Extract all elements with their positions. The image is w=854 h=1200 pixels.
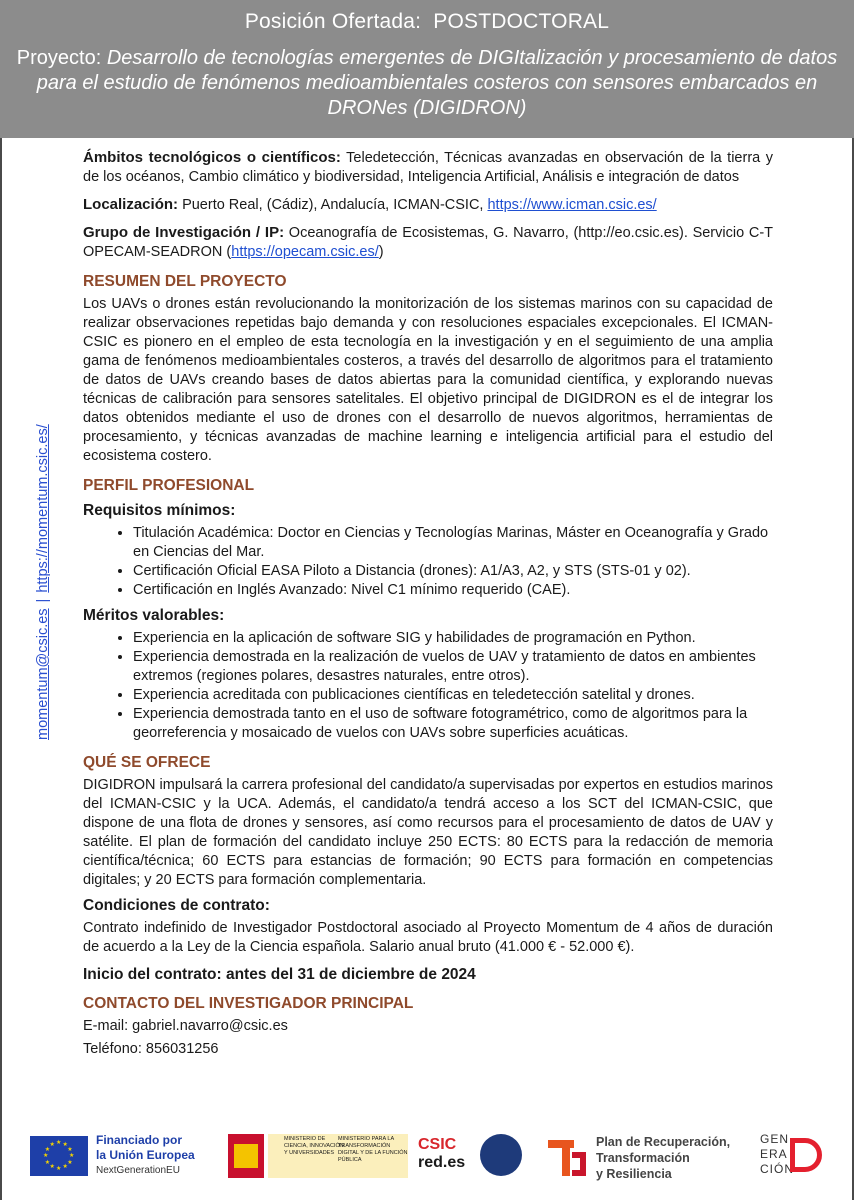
- eu-funding-logo: Financiado por la Unión Europea NextGenerationEU: [96, 1133, 195, 1176]
- ofrece-text: DIGIDRON impulsará la carrera profesional del candidato/a supervisadas por expertos en estudios marinos del ICMAN-CSIC y la UCA. Además, el candidato/a tendrá acceso a los SCT del ICMAN-CSIC, que dispone de una flota de drones y sensores, así como recursos para el procesamiento de datos de UAV y satélite. El plan de formación del candidato incluye 250 ECTS: 80 ECTS para la redacción de memoria científica/técnica; 60 ECTS para estancias de formación; 90 ECTS para formación en competencias digitales; y 20 ECTS para formación complementaria.: [83, 777, 773, 888]
- contacto-telefono: Teléfono: 856031256: [83, 1041, 219, 1057]
- resumen-text: Los UAVs o drones están revolucionando la monitorización de los sistemas marinos con su capacidad de realizar observaciones repetidas bajo demanda y con resoluciones espaciales excepcionales. El ICMAN-CSIC es pionero en el empleo de esta tecnología en la investigación y en el seguimiento de una amplia gama de fenómenos medioambientales costeros, a través del desarrollo de algoritmos para el tratamiento de datos de UAVs creando bases de datos abiertas para la comunidad científica, y explorando nuevas técnicas de calibración para sensores satelitales. El objetivo principal de DIGIDRON es el de integrar los datos obtenidos mediante el uso de drones con el desarrollo de nuevos algoritmos, herramientas de procesamiento, y técnicas avanzadas de machine learning e inteligencia artificial para el estudio del ecosistema costero.: [83, 296, 773, 464]
- meritos-heading: Méritos valorables:: [83, 607, 225, 624]
- eu-star-icon: ★: [69, 1153, 75, 1159]
- resumen-heading: RESUMEN DEL PROYECTO: [83, 273, 287, 290]
- condiciones-text: Contrato indefinido de Investigador Postdoctoral asociado al Proyecto Momentum de 4 años de duración de acuerdo a la Ley de la Ciencia española. Salario anual bruto (41.000 € - 52.000 €).: [83, 920, 773, 955]
- list-item: • Titulación Académica: Doctor en Ciencias y Tecnologías Marinas, Máster en Oceanografía y Grado en Ciencias del Mar.: [133, 524, 773, 562]
- grupo-paragraph: Grupo de Investigación / IP: Oceanografía de Ecosistemas, G. Navarro, (http://eo.csic.es). Servicio C-T OPECAM-SEADRON (https://opecam.csic.es/): [83, 224, 774, 260]
- eu-star-icon: ★: [56, 1140, 62, 1146]
- eu-star-icon: ★: [67, 1159, 73, 1166]
- ambitos-paragraph: Ámbitos tecnológicos o científicos: Teledetección, Técnicas avanzadas en observación de la tierra y de los océanos, Cambio climático y biodiversidad, Inteligencia Artificial, Análisis e integración de datos: [83, 149, 774, 185]
- localizacion-paragraph: Localización: Puerto Real, (Cádiz), Andalucía, ICMAN-CSIC, https://www.icman.csic.es/: [83, 196, 657, 213]
- prtr-logo: Plan de Recuperación, Transformación y Resiliencia: [596, 1135, 731, 1181]
- condiciones-heading: Condiciones de contrato:: [83, 897, 270, 914]
- generacion-d-icon: [790, 1138, 822, 1172]
- requisitos-heading: Requisitos mínimos:: [83, 502, 236, 519]
- inicio-contrato: Inicio del contrato: antes del 31 de diciembre de 2024: [83, 966, 476, 983]
- csic-redes-logo: CSIC red.es: [418, 1136, 466, 1171]
- spain-shield-icon: [228, 1134, 264, 1178]
- icman-link[interactable]: https://www.icman.csic.es/: [487, 197, 657, 213]
- eu-star-icon: ★: [49, 1141, 55, 1148]
- list-item: • Experiencia acreditada con publicaciones científicas en teledetección satelital y drones.: [133, 686, 773, 705]
- eu-star-icon: ★: [43, 1153, 49, 1159]
- position-title: Posición Ofertada: POSTDOCTORAL: [244, 10, 610, 33]
- generacion-logo: GEN ERA CIÓN: [760, 1132, 794, 1176]
- gobierno-logo: MINISTERIO DE CIENCIA, INNOVACIÓN Y UNIVERSIDADES MINISTERIO PARA LA TRANSFORMACIÓN DIGITAL Y DE LA FUNCIÓN PÚBLICA: [228, 1134, 408, 1178]
- eu-flag-icon: [30, 1136, 88, 1176]
- sidebar-email-link[interactable]: momentum@csic.es: [35, 608, 51, 740]
- eu-star-icon: ★: [62, 1141, 68, 1148]
- list-item: • Experiencia en la aplicación de software SIG y habilidades de programación en Python.: [133, 629, 773, 648]
- project-title: Proyecto: Desarrollo de tecnologías emergentes de DIGItalización y procesamiento de datos para el estudio de fenómenos medioambientales costeros con sensores embarcados en DRONes (DIGIDRON): [16, 47, 838, 119]
- contacto-email: E-mail: gabriel.navarro@csic.es: [83, 1018, 288, 1034]
- opecam-link[interactable]: https://opecam.csic.es/: [231, 244, 379, 260]
- sidebar-url-link[interactable]: https://momentum.csic.es/: [35, 424, 51, 593]
- list-item: • Experiencia demostrada tanto en el uso de software fotogramétrico, como de algoritmos para la georreferencia y mosaicado de vuelos con UAVs sobre superficies acuáticas.: [133, 705, 773, 743]
- eu-star-icon: ★: [67, 1146, 73, 1153]
- eu-star-icon: ★: [44, 1146, 51, 1153]
- project-name: Desarrollo de tecnologías emergentes de DIGItalización y procesamiento de datos para el estudio de fenómenos medioambientales costeros con sensores embarcados en DRONes (DIGIDRON): [36, 47, 838, 119]
- contacto-heading: CONTACTO DEL INVESTIGADOR PRINCIPAL: [83, 995, 414, 1012]
- sidebar-separator: |: [35, 598, 51, 603]
- list-item: • Experiencia demostrada en la realización de vuelos de UAV y tratamiento de datos en ambientes extremos (regiones polares, desastres naturales, entre otros).: [133, 648, 773, 686]
- csic-seal-icon: [480, 1134, 522, 1176]
- header-banner: [0, 0, 854, 138]
- main-content: [83, 148, 773, 1059]
- prtr-icon: [548, 1134, 590, 1178]
- list-item: • Certificación Oficial EASA Piloto a Distancia (drones): A1/A3, A2, y STS (STS-01 y 02).: [133, 562, 773, 581]
- eu-star-icon: ★: [49, 1164, 55, 1171]
- eu-star-icon: ★: [44, 1159, 51, 1166]
- eu-star-icon: ★: [62, 1164, 68, 1171]
- requisitos-list: [83, 524, 773, 600]
- sidebar-contact: [30, 380, 56, 740]
- eu-star-icon: ★: [56, 1166, 62, 1172]
- meritos-list: [83, 629, 773, 743]
- page-border-left: [0, 0, 2, 1200]
- footer-logos: [30, 1128, 830, 1188]
- list-item: • Certificación en Inglés Avanzado: Nivel C1 mínimo requerido (CAE).: [133, 581, 773, 600]
- ofrece-heading: QUÉ SE OFRECE: [83, 754, 211, 771]
- perfil-heading: PERFIL PROFESIONAL: [83, 477, 255, 494]
